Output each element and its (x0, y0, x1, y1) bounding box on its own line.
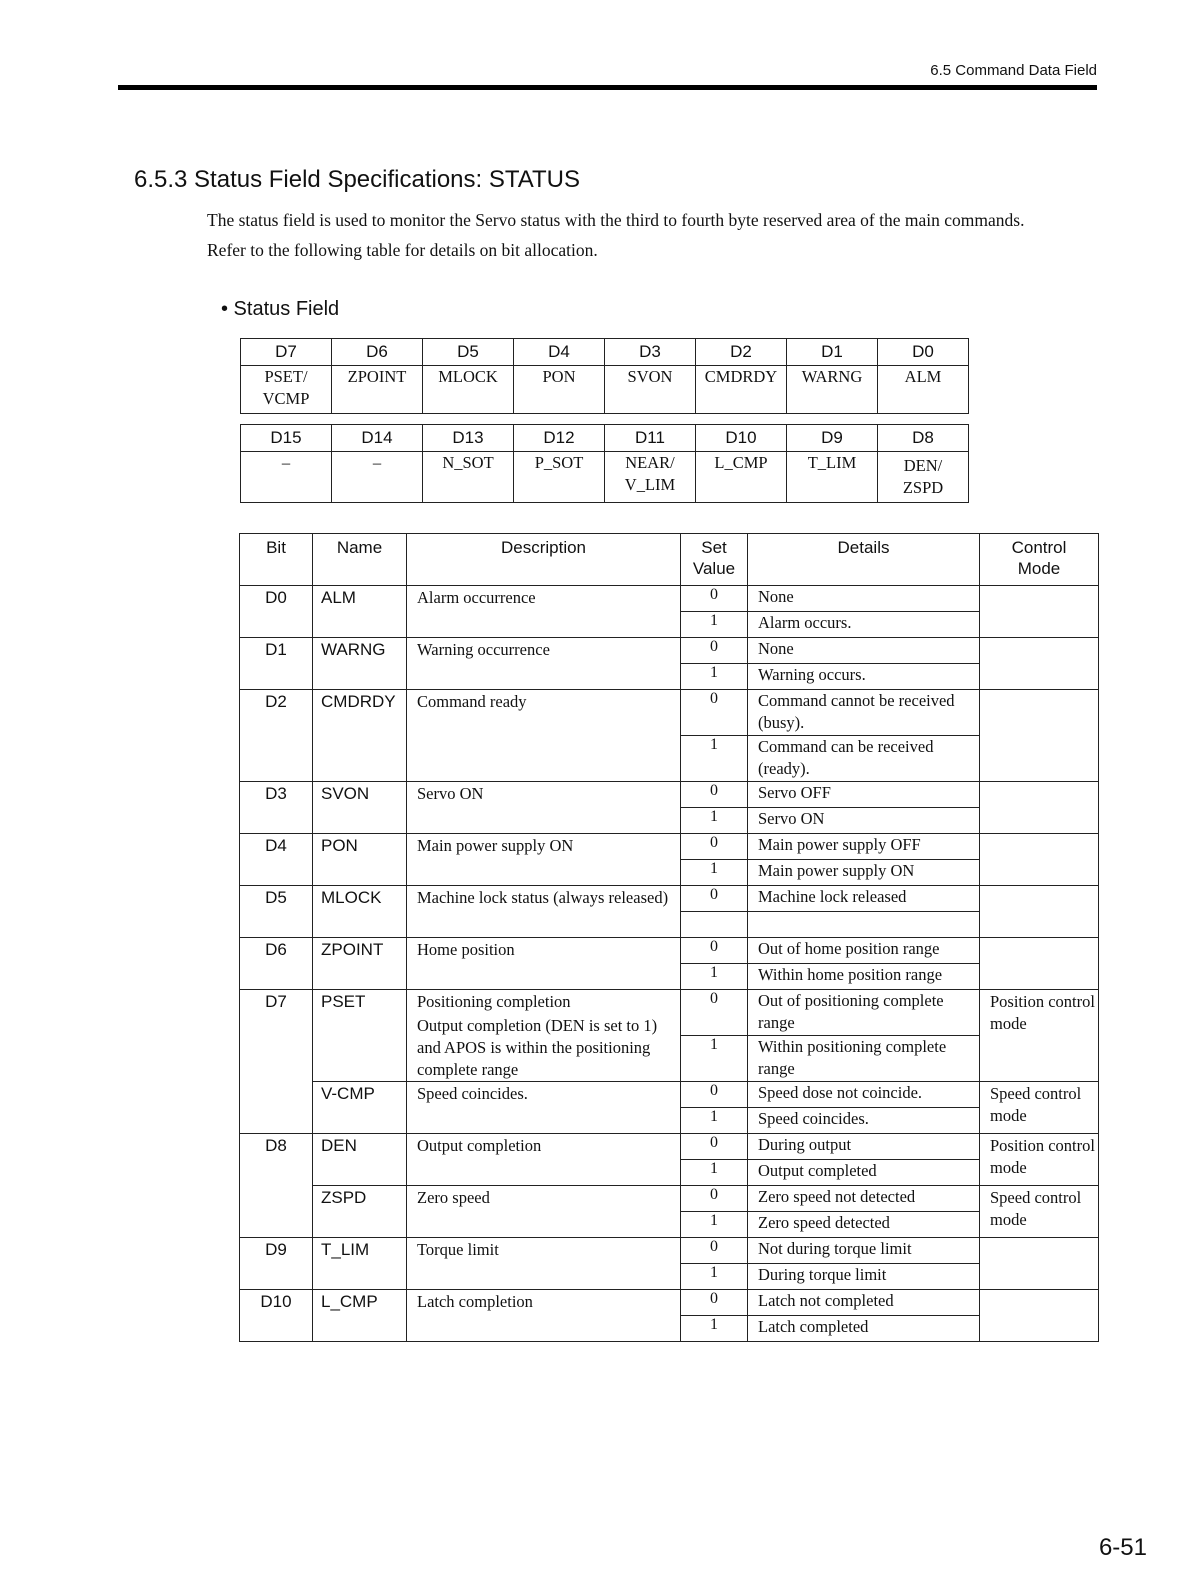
bit-cell: D9 (240, 1238, 313, 1290)
table-row (240, 1082, 1099, 1108)
table-row (240, 638, 1099, 664)
header-control-mode: Control Mode (980, 534, 1099, 586)
control-mode-cell (980, 834, 1099, 886)
description-cell: Servo ON (407, 782, 681, 834)
bit-value-cell: SVON (605, 366, 696, 414)
bit-value-cell: N_SOT (423, 452, 514, 503)
name-cell: DEN (313, 1134, 407, 1186)
bit-cell: D0 (240, 586, 313, 638)
description-cell: Output completion (407, 1134, 681, 1186)
name-cell: PSET (313, 990, 407, 1082)
table-row (240, 886, 1099, 912)
bit-value-cell: PSET/ VCMP (241, 366, 332, 414)
bit-header-row (241, 425, 969, 452)
table-row (240, 990, 1099, 1036)
control-mode-cell: Speed control mode (980, 1082, 1099, 1134)
details-cell: Speed dose not coincide. (748, 1082, 980, 1108)
bit-value-cell: CMDRDY (696, 366, 787, 414)
bit-header-cell: D6 (332, 339, 423, 366)
bit-header-cell: D8 (878, 425, 969, 452)
set-value-cell: 0 (681, 1238, 748, 1264)
set-value-cell: 1 (681, 808, 748, 834)
control-mode-cell: Position control mode (980, 1134, 1099, 1186)
details-cell: During torque limit (748, 1264, 980, 1290)
bit-cell: D8 (240, 1134, 313, 1238)
bit-value-row (241, 452, 969, 503)
table-row (240, 1238, 1099, 1264)
bit-cell: D10 (240, 1290, 313, 1342)
set-value-cell: 0 (681, 1082, 748, 1108)
details-cell: Out of home position range (748, 938, 980, 964)
description-cell: Command ready (407, 690, 681, 782)
set-value-cell: 1 (681, 1316, 748, 1342)
set-value-cell: 1 (681, 612, 748, 638)
bit-header-cell: D11 (605, 425, 696, 452)
set-value-cell: 0 (681, 638, 748, 664)
table-row (240, 1134, 1099, 1160)
set-value-cell: 1 (681, 736, 748, 782)
details-cell: Alarm occurs. (748, 612, 980, 638)
set-value-cell: 0 (681, 1290, 748, 1316)
status-detail-table (239, 533, 1099, 1342)
bit-value-cell: WARNG (787, 366, 878, 414)
details-cell: Main power supply OFF (748, 834, 980, 860)
set-value-cell: 0 (681, 938, 748, 964)
control-mode-cell (980, 782, 1099, 834)
name-cell: ZPOINT (313, 938, 407, 990)
table-row (240, 1186, 1099, 1212)
name-cell: ZSPD (313, 1186, 407, 1238)
bit-value-cell: MLOCK (423, 366, 514, 414)
details-cell: Command can be received (ready). (748, 736, 980, 782)
name-cell: WARNG (313, 638, 407, 690)
details-cell: Zero speed not detected (748, 1186, 980, 1212)
bit-header-cell: D5 (423, 339, 514, 366)
set-value-cell: 0 (681, 1186, 748, 1212)
details-cell: During output (748, 1134, 980, 1160)
bit-cell: D6 (240, 938, 313, 990)
details-cell: Latch not completed (748, 1290, 980, 1316)
description-cell: Positioning completion Output completion (DEN is set to 1) and APOS is within the positioning complete range (407, 990, 681, 1082)
page-number: 6-51 (1098, 1534, 1147, 1561)
bit-header-cell: D1 (787, 339, 878, 366)
bit-header-cell: D13 (423, 425, 514, 452)
set-value-cell: 0 (681, 782, 748, 808)
description-cell: Main power supply ON (407, 834, 681, 886)
control-mode-cell (980, 1290, 1099, 1342)
intro-text (207, 208, 1057, 268)
description-cell: Home position (407, 938, 681, 990)
bit-cell: D7 (240, 990, 313, 1134)
set-value-cell: 1 (681, 964, 748, 990)
bit-cell: D5 (240, 886, 313, 938)
name-cell: ALM (313, 586, 407, 638)
details-cell: Within home position range (748, 964, 980, 990)
bit-header-cell: D4 (514, 339, 605, 366)
set-value-cell (681, 912, 748, 938)
bit-value-cell: ZPOINT (332, 366, 423, 414)
control-mode-cell (980, 690, 1099, 782)
bit-header-cell: D0 (878, 339, 969, 366)
bit-value-cell: L_CMP (696, 452, 787, 503)
bit-header-row (241, 339, 969, 366)
name-cell: L_CMP (313, 1290, 407, 1342)
intro-paragraph: The status field is used to monitor the Servo status with the third to fourth byte reserved area of the main commands. (207, 210, 1025, 230)
bit-cell: D4 (240, 834, 313, 886)
set-value-cell: 1 (681, 1212, 748, 1238)
description-cell: Machine lock status (always released) (407, 886, 681, 938)
header-details: Details (748, 534, 980, 586)
intro-paragraph: Refer to the following table for details on bit allocation. (207, 240, 598, 260)
bit-header-cell: D2 (696, 339, 787, 366)
set-value-cell: 1 (681, 1264, 748, 1290)
details-cell: Not during torque limit (748, 1238, 980, 1264)
set-value-cell: 0 (681, 586, 748, 612)
details-cell: Machine lock released (748, 886, 980, 912)
details-cell: None (748, 638, 980, 664)
header-name: Name (313, 534, 407, 586)
bit-header-cell: D14 (332, 425, 423, 452)
details-cell: Zero speed detected (748, 1212, 980, 1238)
description-cell: Warning occurrence (407, 638, 681, 690)
description-cell: Torque limit (407, 1238, 681, 1290)
table-row (240, 834, 1099, 860)
description-cell: Latch completion (407, 1290, 681, 1342)
name-cell: PON (313, 834, 407, 886)
bit-cell: D1 (240, 638, 313, 690)
set-value-cell: 0 (681, 886, 748, 912)
name-cell: T_LIM (313, 1238, 407, 1290)
set-value-cell: 1 (681, 1160, 748, 1186)
set-value-cell: 0 (681, 990, 748, 1036)
bit-value-cell: – (332, 452, 423, 503)
bit-value-cell: – (241, 452, 332, 503)
set-value-cell: 0 (681, 1134, 748, 1160)
details-cell: None (748, 586, 980, 612)
set-value-cell: 0 (681, 690, 748, 736)
bit-cell: D3 (240, 782, 313, 834)
name-cell: CMDRDY (313, 690, 407, 782)
control-mode-cell (980, 586, 1099, 638)
details-cell: Main power supply ON (748, 860, 980, 886)
details-cell: Output completed (748, 1160, 980, 1186)
details-cell: Servo OFF (748, 782, 980, 808)
set-value-cell: 1 (681, 664, 748, 690)
bit-value-cell: T_LIM (787, 452, 878, 503)
details-cell: Out of positioning complete range (748, 990, 980, 1036)
bit-header-cell: D7 (241, 339, 332, 366)
control-mode-cell: Speed control mode (980, 1186, 1099, 1238)
table-row (240, 782, 1099, 808)
table-row (240, 690, 1099, 736)
bit-cell: D2 (240, 690, 313, 782)
control-mode-cell (980, 1238, 1099, 1290)
set-value-cell: 0 (681, 834, 748, 860)
bit-header-cell: D9 (787, 425, 878, 452)
details-cell: Latch completed (748, 1316, 980, 1342)
bit-value-cell: PON (514, 366, 605, 414)
table-row (240, 1290, 1099, 1316)
header-bit: Bit (240, 534, 313, 586)
name-cell: V-CMP (313, 1082, 407, 1134)
section-title: 6.5.3 Status Field Specifications: STATUS (134, 166, 580, 193)
header-rule (118, 85, 1097, 90)
set-value-cell: 1 (681, 860, 748, 886)
details-cell: Within positioning complete range (748, 1036, 980, 1082)
control-mode-cell: Position control mode (980, 990, 1099, 1082)
set-value-cell: 1 (681, 1036, 748, 1082)
details-cell: Command cannot be received (busy). (748, 690, 980, 736)
description-cell: Speed coincides. (407, 1082, 681, 1134)
bit-value-cell: NEAR/ V_LIM (605, 452, 696, 503)
control-mode-cell (980, 638, 1099, 690)
bit-value-cell: ALM (878, 366, 969, 414)
detail-header-row (240, 534, 1099, 586)
bit-header-cell: D3 (605, 339, 696, 366)
bit-allocation-table-high (240, 424, 969, 503)
running-header: 6.5 Command Data Field (930, 62, 1097, 79)
header-set-value: Set Value (681, 534, 748, 586)
details-cell: Speed coincides. (748, 1108, 980, 1134)
name-cell: SVON (313, 782, 407, 834)
bit-header-cell: D10 (696, 425, 787, 452)
control-mode-cell (980, 886, 1099, 938)
details-cell (748, 912, 980, 938)
bit-value-cell: P_SOT (514, 452, 605, 503)
details-cell: Servo ON (748, 808, 980, 834)
header-description: Description (407, 534, 681, 586)
table-row (240, 938, 1099, 964)
name-cell: MLOCK (313, 886, 407, 938)
bit-value-row (241, 366, 969, 414)
status-field-heading: • Status Field (221, 298, 340, 320)
bit-allocation-table-low (240, 338, 969, 414)
bit-header-cell: D15 (241, 425, 332, 452)
description-cell: Zero speed (407, 1186, 681, 1238)
bit-header-cell: D12 (514, 425, 605, 452)
bit-value-cell: DEN/ ZSPD (878, 452, 969, 503)
details-cell: Warning occurs. (748, 664, 980, 690)
set-value-cell: 1 (681, 1108, 748, 1134)
control-mode-cell (980, 938, 1099, 990)
description-cell: Alarm occurrence (407, 586, 681, 638)
table-row (240, 586, 1099, 612)
